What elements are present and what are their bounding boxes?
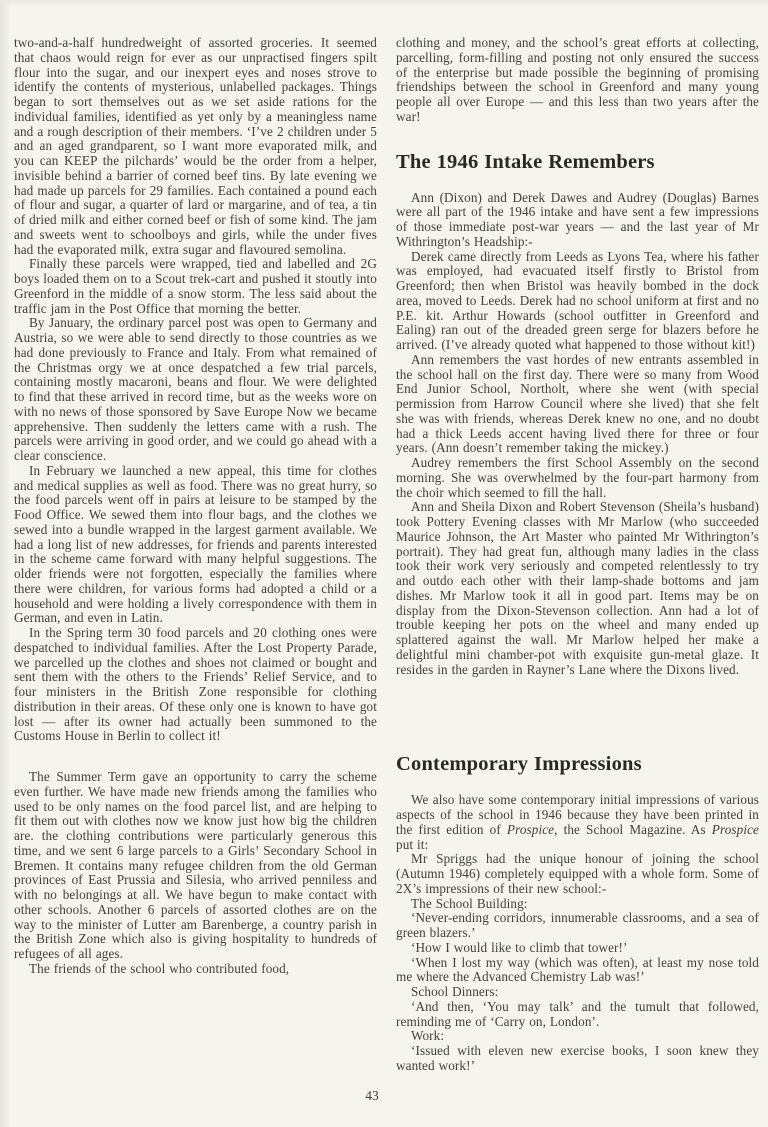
paragraph: The Summer Term gave an opportunity to carry the scheme even further. We have made new friends among the families who used to be only names on the food parcel list, and are helping to fit them out with clothes now we know just how big the children are. the clothing contributions were particularly generous this time, and we sent 6 large parcels to a Girls’ Secondary School in Bremen. It contains many refugee children from the old German provinces of East Prussia and Silesia, who arrived penniless and with no belongings at all. We have begun to make contact with other schools. Another 6 parcels of assorted clothes are on the way to the minister of Lutter am Barenberge, a country parish in the British Zone which also is giving hospitality to hundreds of refugees of all ages. [14, 769, 377, 961]
paragraph: Ann and Sheila Dixon and Robert Stevenson (Sheila’s husband) took Pottery Evening classes with Mr Marlow (who succeeded Maurice Johnson, the Art Master who painted Mr Withrington’s portrait). They had great fun, although many ladies in the class took their work very seriously and competed relentlessly to try and outdo each other with their lamp-shade bottoms and jam dishes. Mr Marlow took it all in good part. Items may be on display from the Dixon-Stevenson collection. Ann had a lot of trouble keeping her pots on the wheel and many ended up splattered against the wall. Mr Marlow helped her make a delightful mini chamber-pot with exquisite gun-metal glaze. It resides in the garden in Rayner’s Lane where the Dixons lived. [396, 499, 759, 677]
text-segment: put it: [396, 836, 429, 852]
italic-title: Prospice [711, 821, 759, 837]
paragraph: In the Spring term 30 food parcels and 20 clothing ones were despatched to individual families. After the Lost Property Parade, we parcelled up the clothes and shoes not claimed or bought and sent them with the others to the Friends’ Relief Service, and to four ministers in the British Zone responsible for clothing distribution in their areas. Of these only one is known to have got lost — after its owner had actually been summoned to the Customs House in Berlin to collect it! [14, 625, 377, 744]
italic-title: Prospice [506, 821, 555, 837]
paragraph: ‘Never-ending corridors, innumerable classrooms, and a sea of green blazers.’ [396, 910, 759, 940]
paragraph: Ann remembers the vast hordes of new entrants assembled in the school hall on the first day. There were so many from Wood End Junior School, Northolt, where she went (with special permission from Harrow Council where she lived) that she felt she was with friends, whereas Derek knew no one, and no doubt had a thick Leeds accent having lived there for three or four years. (Ann doesn’t remember taking the mickey.) [396, 351, 759, 456]
paragraph: Ann (Dixon) and Derek Dawes and Audrey (Douglas) Barnes were all part of the 1946 intake and have sent a few impressions of those immediate post-war years — and the last year of Mr Withrington’s Headship:- [396, 189, 759, 249]
paragraph: The friends of the school who contributed food, [29, 960, 290, 976]
paragraph: The School Building: [411, 895, 528, 911]
section-heading: The 1946 Intake Remembers [396, 150, 655, 173]
paragraph: Audrey remembers the first School Assembly on the second morning. She was overwhelmed by the four-part harmony from the choir which seemed to fill the hall. [396, 455, 759, 500]
paragraph: In February we launched a new appeal, this time for clothes and medical supplies as well as food. There was no great hurry, so the food parcels went off in pairs at leisure to be stamped by the Food Office. We sewed them into flour bags, and the clothes we sewed into a bundle wrapped in the largest garment available. We had a long list of new addresses, for friends and parents interested in the scheme came forward with many helpful suggestions. The older friends were not forgotten, especially the families where there were children, for various forms had adopted a child or a household and were holding a lively correspondence with them in German, and even in Latin. [14, 462, 377, 626]
paragraph: ‘When I lost my way (which was often), at least my nose told me where the Advanced Chemistry Lab was!’ [396, 954, 759, 985]
paragraph: clothing and money, and the school’s great efforts at collecting, parcelling, form-filling and posting not only ensured the success of the enterprise but made possible the beginning of promising friendships between the school in Greenford and many young people all over Europe — and this less than two years after the war! [396, 35, 759, 124]
right-column [396, 36, 759, 1074]
section-heading: Contemporary Impressions [396, 753, 642, 776]
paragraph: two-and-a-half hundredweight of assorted groceries. It seemed that chaos would reign for ever as our unpractised fingers spilt flour into the sugar, and our inexpert eyes and noses strove to identify the contents of mysterious, unlabelled packages. Things began to sort themselves out as we set aside rations for the individual families, identified as yet only by a meaningless name and a rough description of their members. ‘I’ve 2 children under 5 and an aged grandparent, so I want more evaporated milk, and you can KEEP the pilchards’ would be the order from a helper, invisible behind a barrier of corned beef tins. By late evening we had made up parcels for 29 families. Each contained a pound each of flour and sugar, a quarter of lard or margarine, and of tea, a tin of dried milk and either corned beef or fish of some kind. The jam and sweets went to schoolboys and girls, while the under fives had the evaporated milk, extra sugar and flavoured semolina. [14, 35, 377, 257]
paragraph: ‘How I would like to climb that tower!’ [411, 939, 628, 955]
paragraph: By January, the ordinary parcel post was open to Germany and Austria, so we were able to send directly to those countries as we had done previously to France and Italy. From what remained of the Christmas orgy we at once despatched a few trial parcels, containing mostly macaroni, beans and flour. We were delighted to find that these arrived in record time, but as the weeks wore on with no news of those sponsored by Save Europe Now we became apprehensive. Then suddenly the letters came with a rush. The parcels were arriving in good order, and we could go ahead with a clear conscience. [14, 315, 377, 463]
paragraph: ‘And then, ‘You may talk’ and the tumult that followed, reminding me of ‘Carry on, London’. [396, 998, 759, 1029]
paragraph: Work: [411, 1028, 445, 1044]
paragraph: Mr Spriggs had the unique honour of joining the school (Autumn 1946) completely equipped with a whole form. Some of 2X’s impressions of their new school:- [396, 851, 759, 896]
paragraph: Derek came directly from Leeds as Lyons Tea, where his father was employed, had evacuated itself firstly to Bristol from Greenford; then when Bristol was heavily bombed in the dock area, moved to Leeds. Derek had no school uniform at first and no P.E. kit. Arthur Howards (school outfitter in Greenford and Ealing) ran out of the dreaded green serge for blazers before he arrived. (I’ve already quoted what happened to those without kit!) [396, 248, 759, 352]
paragraph: ‘Issued with eleven new exercise books, I soon knew they wanted work!’ [396, 1043, 759, 1073]
text-segment: We also have some contemporary initial impressions of various aspects of the school in 1946 because they have been printed in the first edition of [396, 792, 759, 837]
left-column [14, 36, 377, 977]
paragraph: School Dinners: [411, 984, 499, 999]
paragraph-gap [14, 744, 377, 770]
paragraph [396, 793, 759, 852]
paragraph-gap [396, 677, 759, 727]
page-number: 43 [365, 1088, 379, 1103]
paragraph: Finally these parcels were wrapped, tied and labelled and 2G boys loaded them on to a Scout trek-cart and pushed it stoutly into Greenford in the middle of a snow storm. The less said about the traffic jam in the Post Office that morning the better. [14, 256, 377, 316]
text-segment: , the School Magazine. As [554, 821, 712, 837]
